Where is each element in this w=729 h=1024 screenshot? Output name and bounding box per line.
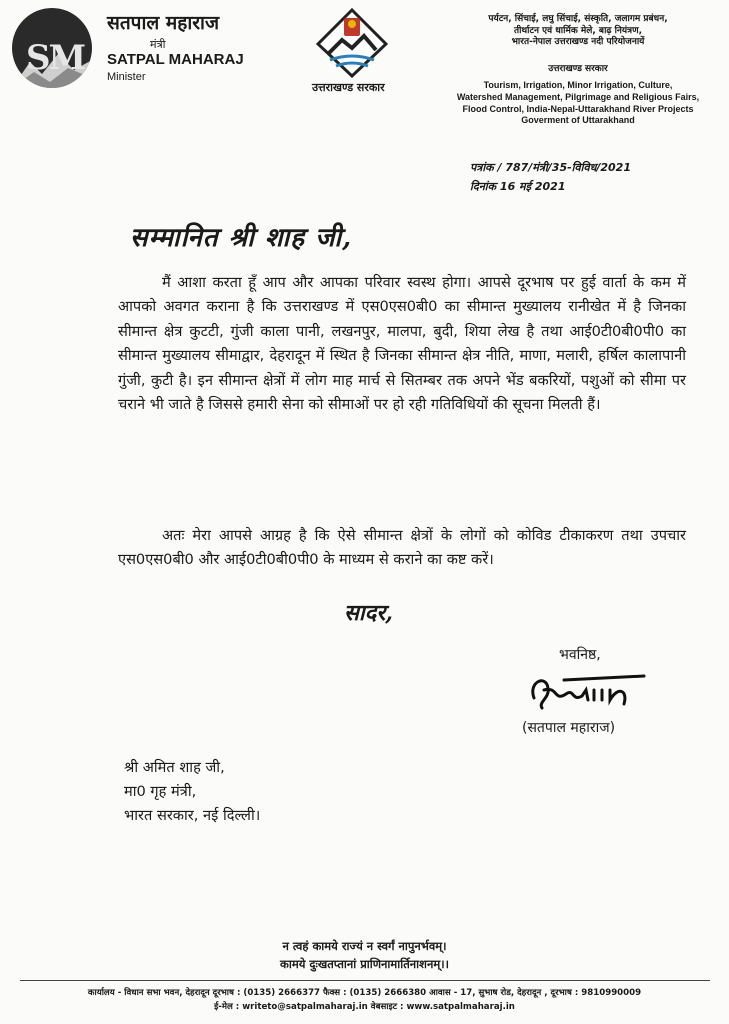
reference-number: पत्रांक / 787/मंत्री/35-विविध/2021 bbox=[470, 161, 631, 174]
addressee-line: श्री अमित शाह जी, bbox=[124, 759, 225, 776]
portfolio-line: Goverment of Uttarakhand bbox=[521, 115, 635, 126]
addressee-line: भारत सरकार, नई दिल्ली। bbox=[124, 807, 261, 824]
body-paragraph-2: अतः मेरा आपसे आग्रह है कि ऐसे सीमान्त क्षेत्रों के लोगों को कोविड टीकाकरण तथा उपचार एस0एस0बी0 और आई0टी0बी0पी0 के माध्यम से कराने का कष्ट करें। bbox=[118, 527, 686, 569]
signature-icon bbox=[524, 668, 664, 714]
reference-block bbox=[470, 158, 631, 196]
shloka-line-1: न त्वहं कामये राज्यं न स्वर्गं नापुनर्भवम्। bbox=[282, 939, 447, 953]
portfolio-government-hindi: उत्तराखण्ड सरकार bbox=[548, 64, 608, 74]
portfolio-line: पर्यटन, सिंचाई, लघु सिंचाई, संस्कृति, जलागम प्रबंधन, bbox=[488, 14, 668, 24]
avatar-monogram: SM bbox=[26, 38, 85, 78]
salutation: सम्मानित श्री शाह जी, bbox=[130, 223, 353, 253]
minister-name-hindi: सतपाल महाराज bbox=[107, 12, 220, 34]
minister-role-hindi: मंत्री bbox=[150, 38, 166, 51]
footer-contact: ई-मेल : writeto@satpalmaharaj.in वेबसाइट : www.satpalmaharaj.in bbox=[214, 1002, 515, 1012]
portfolio-line: Watershed Management, Pilgrimage and Religious Fairs, bbox=[456, 91, 700, 102]
portfolio-line: तीर्थाटन एवं धार्मिक मेले, बाढ़ नियंत्रण, bbox=[513, 25, 643, 36]
signatory-name: (सतपाल महाराज) bbox=[522, 720, 616, 736]
shloka-line-2: कामये दुःखतप्तानां प्राणिनामार्तिनाशनम्।। bbox=[280, 957, 449, 971]
minister-role-english: Minister bbox=[107, 71, 146, 83]
minister-name-english: SATPAL MAHARAJ bbox=[107, 51, 244, 68]
portfolio-line: Flood Control, India-Nepal-Uttarakhand River Projects bbox=[462, 103, 694, 114]
uttarakhand-emblem-icon bbox=[316, 8, 388, 78]
footer-address: कार्यालय - विधान सभा भवन, देहरादून दूरभाष : (0135) 2666377 फैक्स : (0135) 2666380 आवास - 17, सुभाष रोड, देहरादून , दूरभाष : 9810990009 bbox=[87, 988, 642, 998]
footer-divider bbox=[20, 980, 710, 981]
regards: सादर, bbox=[344, 600, 393, 626]
addressee-line: मा0 गृह मंत्री, bbox=[124, 783, 197, 800]
government-name: उत्तराखण्ड सरकार bbox=[312, 81, 385, 94]
portfolio-english bbox=[438, 80, 718, 127]
avatar bbox=[12, 8, 92, 88]
portfolio-hindi bbox=[438, 14, 718, 49]
portfolio-line: Tourism, Irrigation, Minor Irrigation, Culture, bbox=[483, 80, 673, 90]
letter-date: दिनांक 16 मई 2021 bbox=[470, 180, 566, 193]
portfolio-line: भारत-नेपाल उत्तराखण्ड नदी परियोजनायें bbox=[511, 37, 645, 47]
body-paragraph-1: मैं आशा करता हूँ आप और आपका परिवार स्वस्थ होगा। आपसे दूरभाष पर हुई वार्ता के कम में आपको अवगत कराना है कि उत्तराखण्ड में एस0एस0बी0 का सीमान्त मुख्यालय रानीखेत में है जिनका सीमान्त क्षेत्र कुटटी, गुंजी काला पानी, लखनपुर, मालपा, बुदी, शिया लेख है तथा आई0टी0बी0पी0 का सीमान्त मुख्यालय सीमाद्वार, देहरादून में स्थित है जिनका सीमान्त क्षेत्र नीति, माणा, मलारी, हर्षिल कालापानी गुंजी, कुटी है। इन सीमान्त क्षेत्रों में लोग माह मार्च से सितम्बर तक अपने भेंड बकरियों, पशुओं को सीमा पर चराने भी जाते है जिससे हमारी सेना को सीमाओं पर हो रही गतिविधियों की सूचना मिलती हैं। bbox=[118, 274, 686, 414]
closing: भवनिष्ठ, bbox=[559, 647, 601, 663]
